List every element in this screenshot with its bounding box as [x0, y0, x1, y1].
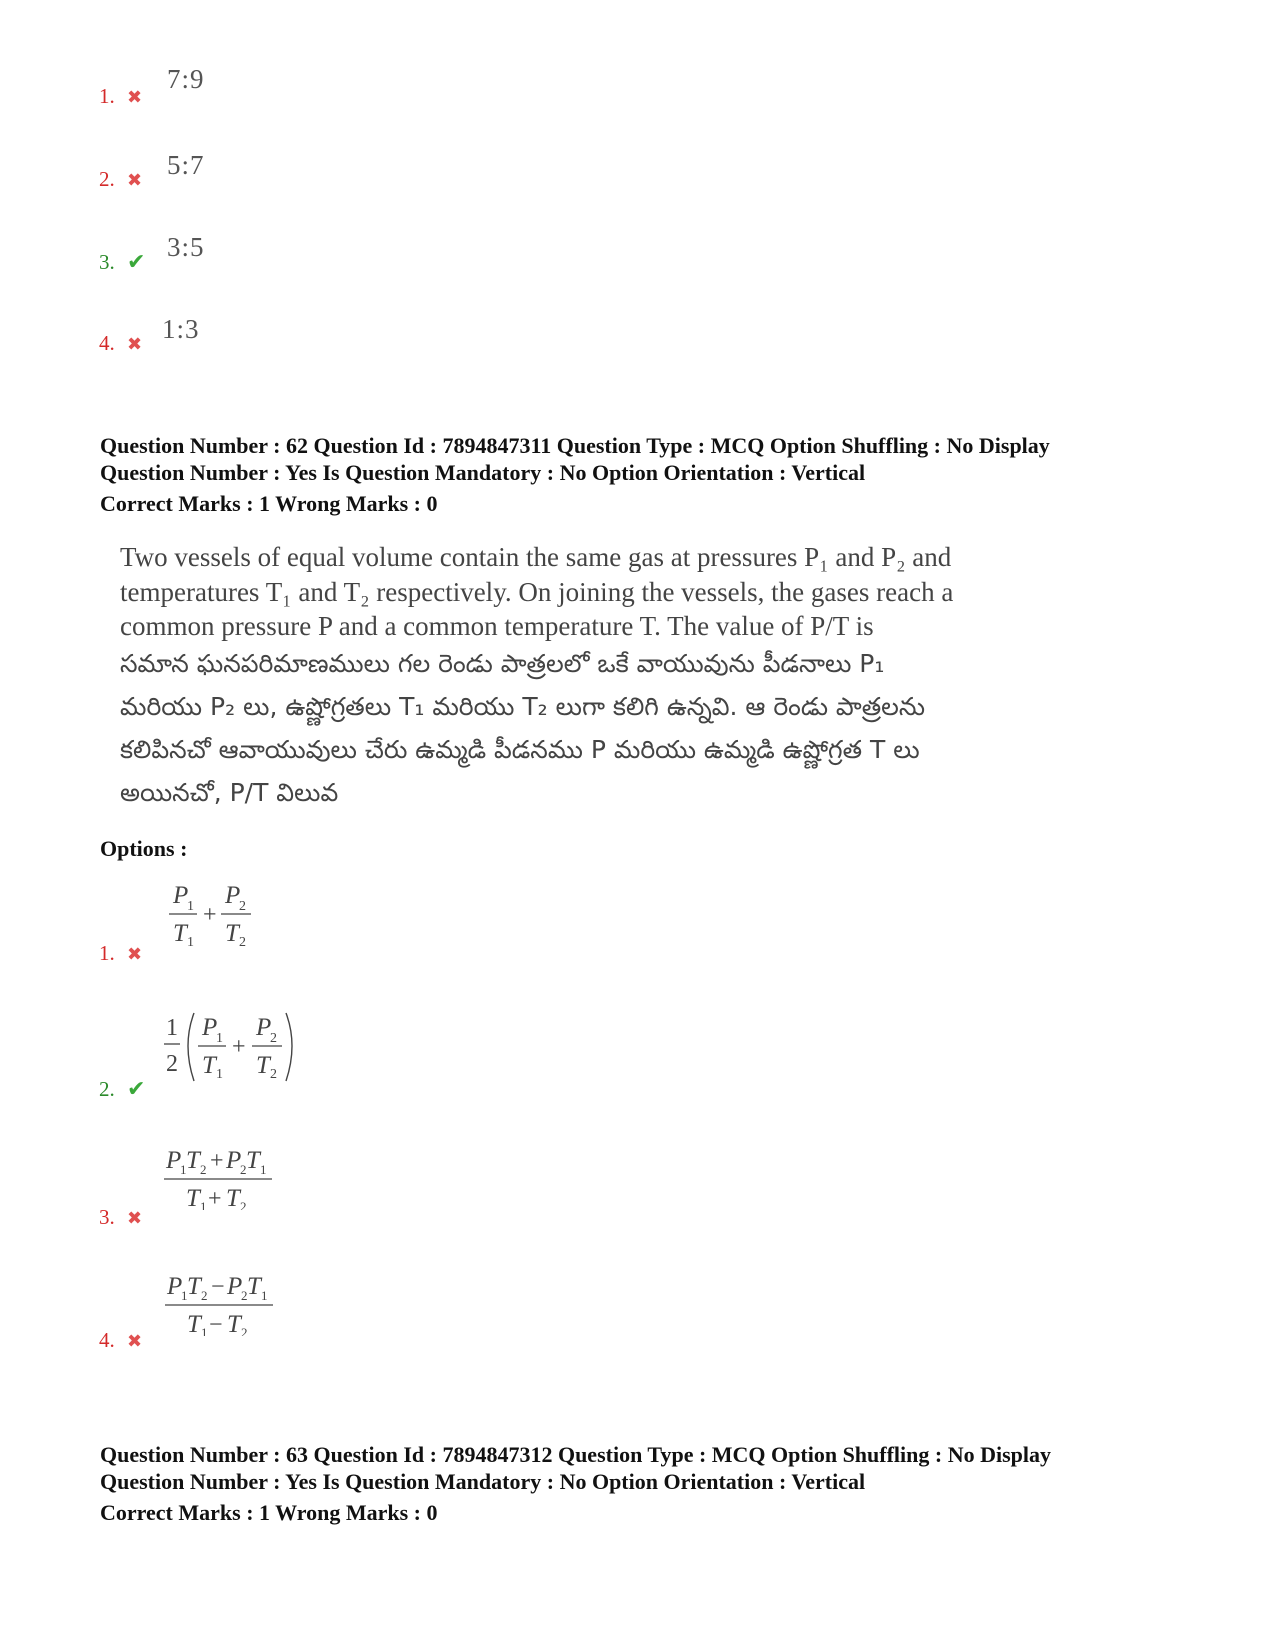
svg-text:1: 1 — [201, 1325, 208, 1336]
option-1-value: 7:9 — [167, 64, 205, 94]
q62-english-line: Two vessels of equal volume contain the same gas at pressures P₁ and P₂ and — [120, 542, 952, 572]
option-4-value: 1:3 — [162, 314, 200, 344]
correct-mark-icon: ✔ — [127, 249, 146, 274]
svg-text:2: 2 — [239, 935, 246, 947]
svg-text:2: 2 — [201, 1288, 208, 1303]
svg-text:P: P — [202, 1014, 218, 1041]
q62-meta-line1: Question Number : 62 Question Id : 7894847311 Question Type : MCQ Option Shuffling : No Display — [100, 433, 1050, 458]
svg-text:T: T — [246, 1147, 260, 1174]
svg-text:2: 2 — [241, 1325, 248, 1336]
option-1-number: 1. ✖ — [99, 84, 143, 108]
svg-text:T: T — [247, 1273, 261, 1300]
svg-text:T: T — [173, 920, 187, 947]
svg-text:+: + — [232, 1034, 246, 1060]
svg-text:2: 2 — [240, 1199, 247, 1210]
svg-text:2: 2 — [241, 1288, 248, 1303]
svg-text:1: 1 — [261, 1288, 268, 1303]
q62-telugu-line: సమాన ఘనపరిమాణములు గల రెండు పాత్రలలో ఒకే వాయువును పీడనాలు P₁ — [120, 649, 885, 678]
svg-text:1: 1 — [260, 1162, 267, 1177]
svg-text:1: 1 — [187, 899, 194, 914]
svg-text:T: T — [186, 1147, 200, 1174]
wrong-mark-icon: ✖ — [127, 87, 143, 107]
svg-text:1: 1 — [166, 1015, 178, 1041]
option-4-number: 4. ✖ — [99, 331, 143, 355]
svg-text:P: P — [226, 1147, 242, 1174]
svg-text:T: T — [227, 1311, 241, 1336]
wrong-mark-icon: ✖ — [127, 334, 143, 354]
q62-telugu-line: మరియు P₂ లు, ఉష్ణోగ్రతలు T₁ మరియు T₂ లుగా కలిగి ఉన్నవి. ఆ రెండు పాత్రలను — [120, 692, 926, 721]
svg-text:T: T — [226, 1185, 240, 1210]
q62-option-4-formula — [163, 1266, 283, 1336]
q63-meta-line1: Question Number : 63 Question Id : 7894847312 Question Type : MCQ Option Shuffling : No Display — [100, 1442, 1052, 1467]
svg-text:P: P — [166, 1147, 182, 1174]
svg-text:P: P — [256, 1014, 272, 1041]
q62-option-1-number: 1. ✖ — [99, 941, 143, 965]
q63-meta-line3: Correct Marks : 1 Wrong Marks : 0 — [100, 1500, 438, 1525]
q62-meta-line2: Question Number : Yes Is Question Mandatory : No Option Orientation : Vertical — [100, 460, 866, 485]
svg-text:2: 2 — [270, 1067, 277, 1082]
svg-text:T: T — [202, 1052, 216, 1079]
svg-text:P: P — [173, 882, 189, 909]
q63-meta — [100, 1441, 1051, 1526]
q62-telugu-line: అయినచో, P/T విలువ — [120, 778, 339, 807]
q63-meta-line2: Question Number : Yes Is Question Mandatory : No Option Orientation : Vertical — [100, 1469, 866, 1494]
q62-meta-line3: Correct Marks : 1 Wrong Marks : 0 — [100, 491, 438, 516]
svg-text:+: + — [203, 902, 217, 928]
option-3-number: 3. ✔ — [99, 249, 146, 274]
q62-meta — [100, 432, 1050, 517]
svg-text:P: P — [167, 1273, 183, 1300]
q62-option-1-formula — [165, 877, 265, 947]
svg-text:T: T — [187, 1273, 201, 1300]
wrong-mark-icon: ✖ — [127, 944, 143, 964]
svg-text:2: 2 — [166, 1051, 178, 1077]
svg-text:2: 2 — [240, 1162, 247, 1177]
wrong-mark-icon: ✖ — [127, 1208, 143, 1228]
svg-text:+: + — [210, 1148, 224, 1174]
correct-mark-icon: ✔ — [127, 1076, 146, 1101]
svg-text:2: 2 — [239, 899, 246, 914]
svg-text:1: 1 — [180, 1162, 187, 1177]
q62-english-text — [120, 540, 1080, 644]
q62-option-3-formula — [162, 1140, 282, 1210]
q62-telugu-text — [120, 642, 1120, 814]
svg-text:2: 2 — [200, 1162, 207, 1177]
q62-telugu-line: కలిపినచో ఆవాయువులు చేరు ఉమ్మడి పీడనము P మరియు ఉమ్మడి ఉష్ణోగ్రత T లు — [120, 735, 920, 764]
q62-option-3-number: 3. ✖ — [99, 1205, 143, 1229]
svg-text:T: T — [187, 1311, 201, 1336]
q62-option-4-number: 4. ✖ — [99, 1328, 143, 1352]
wrong-mark-icon: ✖ — [127, 1331, 143, 1351]
svg-text:2: 2 — [270, 1031, 277, 1046]
svg-text:1: 1 — [216, 1067, 223, 1082]
svg-text:1: 1 — [181, 1288, 188, 1303]
q62-option-2-formula — [162, 1005, 307, 1089]
svg-text:1: 1 — [216, 1031, 223, 1046]
q62-english-line: temperatures T₁ and T₂ respectively. On joining the vessels, the gases reach a — [120, 576, 954, 607]
svg-text:−: − — [209, 1312, 223, 1336]
svg-text:1: 1 — [200, 1199, 207, 1210]
options-label: Options : — [100, 836, 188, 861]
svg-text:1: 1 — [187, 935, 194, 947]
svg-text:P: P — [227, 1273, 243, 1300]
svg-text:T: T — [225, 920, 239, 947]
q62-english-line: common pressure P and a common temperature T. The value of P/T is — [120, 611, 874, 641]
svg-text:−: − — [211, 1274, 225, 1300]
svg-text:T: T — [256, 1052, 270, 1079]
svg-text:P: P — [225, 882, 241, 909]
svg-text:+: + — [208, 1186, 222, 1210]
option-2-number: 2. ✖ — [99, 167, 143, 191]
option-3-value: 3:5 — [167, 232, 205, 262]
wrong-mark-icon: ✖ — [127, 170, 143, 190]
q62-option-2-number: 2. ✔ — [99, 1076, 146, 1101]
svg-text:T: T — [186, 1185, 200, 1210]
option-2-value: 5:7 — [167, 150, 205, 180]
